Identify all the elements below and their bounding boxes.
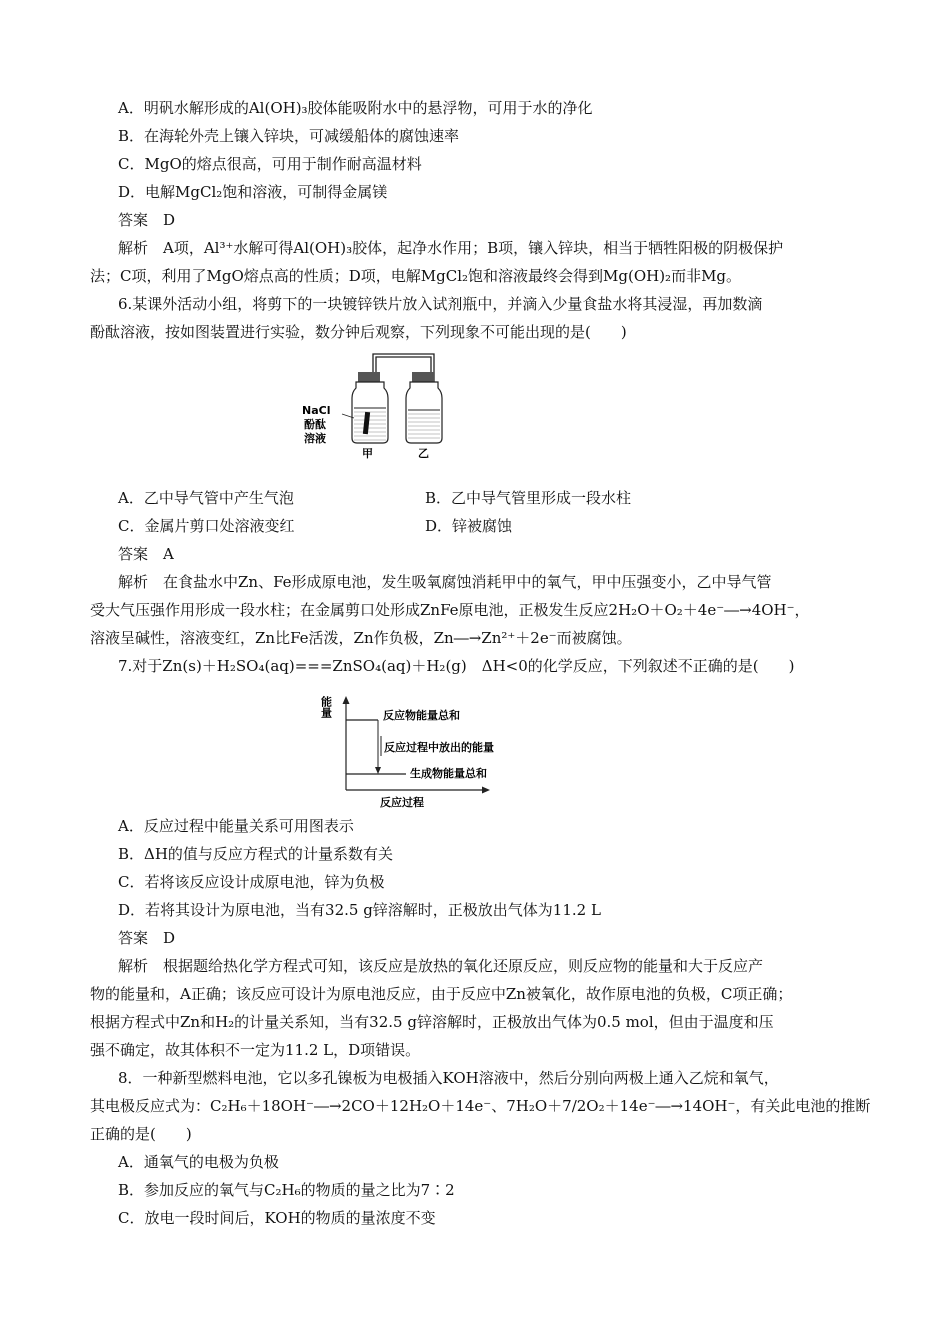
bottle-yi: [406, 372, 442, 443]
label-phenolphthalein: 酚酞: [304, 418, 326, 431]
y-axis-label: 能量: [319, 696, 333, 718]
q5-explanation-line1: 解析 A项，Al³⁺水解可得Al(OH)₃胶体，起净水作用；B项，镶入锌块，相当于牺牲阳极的阴极保护: [118, 239, 784, 257]
q8-option-b: B．参加反应的氧气与C₂H₆的物质的量之比为7∶2: [118, 1181, 455, 1199]
q7-explanation-line1: 解析 根据题给热化学方程式可知，该反应是放热的氧化还原反应，则反应物的能量和大于反应产: [118, 957, 764, 975]
label-jia: 甲: [362, 447, 373, 460]
label-nacl: NaCl: [302, 404, 331, 417]
q6-option-c: C．金属片剪口处溶液变红: [118, 517, 295, 535]
q7-energy-diagram: [318, 682, 518, 810]
q5-option-a: A．明矾水解形成的Al(OH)₃胶体能吸附水中的悬浮物，可用于水的净化: [118, 99, 593, 117]
q5-answer: 答案 D: [118, 211, 176, 229]
q7-option-a: A．反应过程中能量关系可用图表示: [118, 817, 354, 835]
q8-stem-line2: 其电极反应式为：C₂H₆＋18OH⁻―→2CO＋12H₂O＋14e⁻、7H₂O＋7/2O₂＋14e⁻―→14OH⁻，有关此电池的推断: [90, 1097, 871, 1115]
q7-answer: 答案 D: [118, 929, 176, 947]
q7-option-d: D．若将其设计为原电池，当有32.5 g锌溶解时，正极放出气体为11.2 L: [118, 901, 601, 919]
q6-apparatus-figure: [300, 348, 470, 460]
q6-explanation-line3: 溶液呈碱性，溶液变红，Zn比Fe活泼，Zn作负极，Zn―→Zn²⁺＋2e⁻而被腐蚀。: [90, 629, 632, 647]
q7-explanation-line2: 物的能量和，A正确；该反应可设计为原电池反应，由于反应中Zn被氧化，故作原电池的负极，C项正确；: [90, 985, 793, 1003]
q8-option-c: C．放电一段时间后，KOH的物质的量浓度不变: [118, 1209, 436, 1227]
q6-stem-line2: 酚酞溶液，按如图装置进行实验，数分钟后观察，下列现象不可能出现的是( ): [90, 323, 627, 341]
q6-explanation-line1: 解析 在食盐水中Zn、Fe形成原电池，发生吸氧腐蚀消耗甲中的氧气，甲中压强变小，乙中导气管: [118, 573, 772, 591]
x-axis-label: 反应过程: [380, 796, 424, 809]
q6-stem-line1: 6.某课外活动小组，将剪下的一块镀锌铁片放入试剂瓶中，并滴入少量食盐水将其浸湿，再加数滴: [118, 295, 763, 313]
q6-option-b: B．乙中导气管里形成一段水柱: [425, 489, 632, 507]
q5-explanation-line2: 法；C项，利用了MgO熔点高的性质；D项，电解MgCl₂饱和溶液最终会得到Mg(OH)₂而非Mg。: [90, 267, 742, 285]
label-released-energy: 反应过程中放出的能量: [384, 741, 494, 754]
q5-option-b: B．在海轮外壳上镶入锌块，可减缓船体的腐蚀速率: [118, 127, 460, 145]
q7-stem: 7.对于Zn(s)＋H₂SO₄(aq)===ZnSO₄(aq)＋H₂(g) ΔH<0的化学反应，下列叙述不正确的是( ): [118, 657, 795, 675]
q6-option-a: A．乙中导气管中产生气泡: [118, 489, 294, 507]
q8-stem-line3: 正确的是( ): [90, 1125, 192, 1143]
q6-answer: 答案 A: [118, 545, 174, 563]
q6-option-d: D．锌被腐蚀: [425, 517, 513, 535]
q5-option-c: C．MgO的熔点很高，可用于制作耐高温材料: [118, 155, 422, 173]
label-yi: 乙: [418, 447, 429, 460]
q8-option-a: A．通氧气的电极为负极: [118, 1153, 279, 1171]
label-products: 生成物能量总和: [410, 767, 487, 780]
label-reactants: 反应物能量总和: [383, 709, 460, 722]
q7-explanation-line3: 根据方程式中Zn和H₂的计量关系知，当有32.5 g锌溶解时，正极放出气体为0.5 mol，但由于温度和压: [90, 1013, 774, 1031]
q5-option-d: D．电解MgCl₂饱和溶液，可制得金属镁: [118, 183, 388, 201]
q7-option-b: B．ΔH的值与反应方程式的计量系数有关: [118, 845, 393, 863]
q7-option-c: C．若将该反应设计成原电池，锌为负极: [118, 873, 385, 891]
q8-stem-line1: 8．一种新型燃料电池，它以多孔镍板为电极插入KOH溶液中，然后分别向两极上通入乙烷和氧气，: [118, 1069, 779, 1087]
bottle-jia: [352, 372, 388, 443]
label-solution: 溶液: [304, 432, 326, 445]
q7-explanation-line4: 强不确定，故其体积不一定为11.2 L，D项错误。: [90, 1041, 421, 1059]
q6-explanation-line2: 受大气压强作用形成一段水柱；在金属剪口处形成ZnFe原电池，正极发生反应2H₂O＋O₂＋4e⁻―→4OH⁻，: [90, 601, 810, 619]
